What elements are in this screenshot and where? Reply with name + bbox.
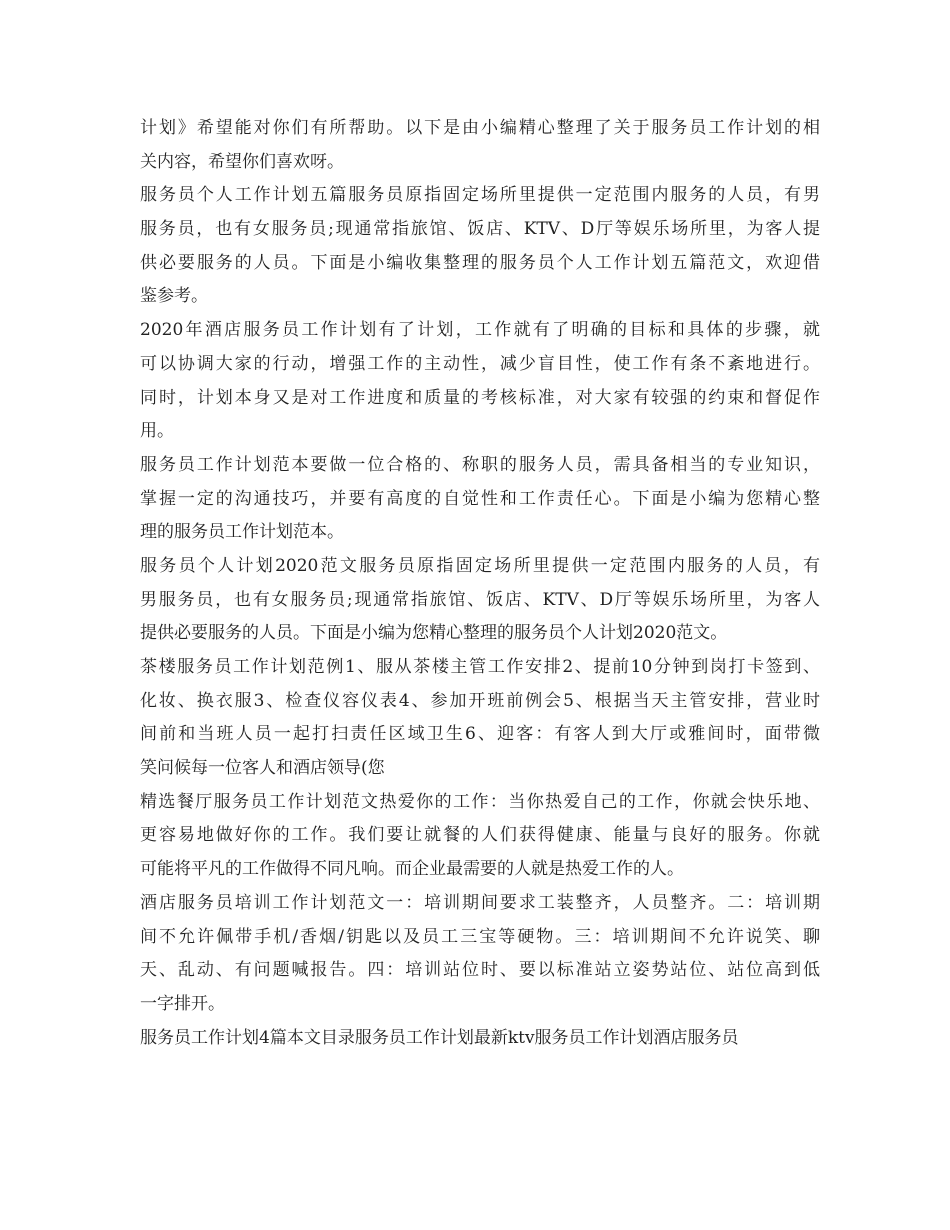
text-line: 计划》希望能对你们有所帮助。以下是由小编精心整理了关于服务员工作计划的相 [140,118,820,138]
paragraph [140,179,820,314]
text-line: 茶楼服务员工作计划范例1、服从茶楼主管工作安排2、提前10分钟到岗打卡签到、 [140,657,820,677]
paragraph [140,887,820,1022]
paragraph [140,651,820,786]
paragraph [140,1022,820,1056]
text-line: 关内容，希望你们喜欢呀。 [140,151,344,172]
text-line: 2020年酒店服务员工作计划有了计划，工作就有了明确的目标和具体的步骤，就 [140,320,820,341]
text-line: 服务员工作计划范本要做一位合格的、称职的服务人员，需具备相当的专业知识， [140,454,820,475]
text-line: 理的服务员工作计划范本。 [140,522,344,543]
text-line: 服务员个人工作计划五篇服务员原指固定场所里提供一定范围内服务的人员，有男 [140,185,820,206]
text-line: 精选餐厅服务员工作计划范文热爱你的工作：当你热爱自己的工作，你就会快乐地、 [140,791,820,812]
paragraph [140,112,820,179]
text-line: 同时，计划本身又是对工作进度和质量的考核标准，对大家有较强的约束和督促作 [140,387,820,408]
paragraph [140,786,820,887]
text-line: 酒店服务员培训工作计划范文一：培训期间要求工装整齐，人员整齐。二：培训期 [140,892,820,913]
text-line: 鉴参考。 [140,286,208,307]
text-line: 间前和当班人员一起打扫责任区域卫生6、迎客：有客人到大厅或雅间时，面带微 [140,724,820,745]
text-line: 可以协调大家的行动，增强工作的主动性，减少盲目性，使工作有条不紊地进行。 [140,353,820,374]
paragraph [140,314,820,449]
text-line: 服务员，也有女服务员;现通常指旅馆、饭店、KTV、D厅等娱乐场所里，为客人提 [140,219,820,240]
document-body [140,112,820,1055]
text-line: 掌握一定的沟通技巧，并要有高度的自觉性和工作责任心。下面是小编为您精心整 [140,488,820,509]
text-line: 化妆、换衣服3、检查仪容仪表4、参加开班前例会5、根据当天主管安排，营业时 [140,690,820,711]
text-line: 男服务员，也有女服务员;现通常指旅馆、饭店、KTV、D厅等娱乐场所里，为客人 [140,589,820,610]
text-line: 提供必要服务的人员。下面是小编为您精心整理的服务员个人计划2020范文。 [140,623,728,644]
paragraph [140,550,820,651]
text-line: 一字排开。 [140,993,225,1014]
text-line: 笑问候每一位客人和酒店领导(您 [140,758,385,779]
text-line: 间不允许佩带手机/香烟/钥匙以及员工三宝等硬物。三：培训期间不允许说笑、聊 [140,926,820,947]
text-line: 服务员个人计划2020范文服务员原指固定场所里提供一定范围内服务的人员，有 [140,555,820,576]
text-line: 用。 [140,421,174,442]
text-line: 更容易地做好你的工作。我们要让就餐的人们获得健康、能量与良好的服务。你就 [140,825,820,846]
paragraph [140,449,820,550]
text-line: 服务员工作计划4篇本文目录服务员工作计划最新ktv服务员工作计划酒店服务员 [140,1027,739,1048]
text-line: 供必要服务的人员。下面是小编收集整理的服务员个人工作计划五篇范文，欢迎借 [140,252,820,273]
text-line: 天、乱动、有问题喊报告。四：培训站位时、要以标准站立姿势站位、站位高到低 [140,960,820,981]
text-line: 可能将平凡的工作做得不同凡响。而企业最需要的人就是热爱工作的人。 [140,859,684,880]
